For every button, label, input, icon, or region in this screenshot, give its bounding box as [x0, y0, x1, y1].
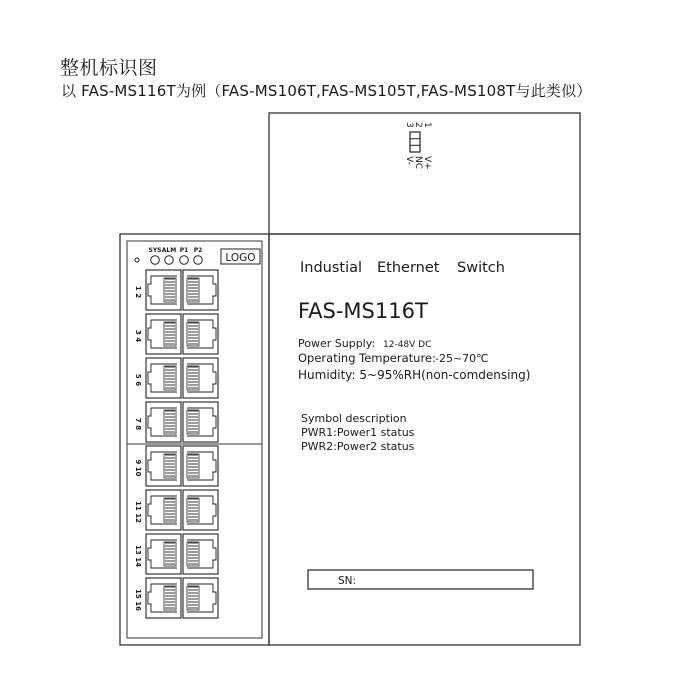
rj45-port [146, 578, 181, 618]
led-p1 [180, 256, 189, 265]
rj45-port [183, 446, 218, 486]
logo-text: LOGO [225, 252, 256, 264]
rj45-port [146, 534, 181, 574]
rj45-port [146, 270, 181, 310]
power-supply-value: 12-48V DC [383, 340, 432, 350]
rj45-port [183, 314, 218, 354]
terminal-block [404, 122, 432, 170]
operating-temp-value: -25~70℃ [435, 352, 489, 365]
rj45-port [183, 578, 218, 618]
reset-hole [135, 258, 139, 262]
operating-temp-key: Operating Temperature: [298, 351, 436, 365]
led-label-alm: ALM [161, 247, 177, 254]
terminal-pin-2: 2 [413, 122, 423, 128]
port-label-row-8: 15 16 [134, 589, 142, 611]
port-label-row-3: 5 6 [134, 373, 142, 387]
terminal-pin-3: 3 [404, 122, 414, 128]
led-p2 [194, 256, 203, 265]
pwr1-description: PWR1:Power1 status [301, 426, 415, 439]
port-label-row-4: 7 8 [134, 417, 142, 431]
symbol-description-title: Symbol description [301, 412, 407, 425]
page-subtitle: 以 FAS-MS116T为例（FAS-MS106T,FAS-MS105T,FAS-MS108T与此类似） [61, 82, 592, 100]
led-label-p1: P1 [179, 247, 189, 254]
rj45-port [146, 490, 181, 530]
top-unit-body [269, 113, 580, 234]
rj45-port [183, 534, 218, 574]
rj45-port [146, 314, 181, 354]
rj45-port [146, 446, 181, 486]
led-label-p2: P2 [193, 247, 203, 254]
port-label-row-2: 3 4 [134, 329, 142, 343]
terminal-label-vminus: V- [404, 156, 414, 165]
port-label-row-7: 13 14 [134, 545, 142, 567]
page-title: 整机标识图 [60, 57, 158, 79]
sn-label: SN: [338, 575, 357, 587]
rj45-port [183, 358, 218, 398]
terminal-label-vplus: V+ [422, 156, 432, 170]
label-heading-ethernet: Ethernet [377, 260, 440, 276]
model-name: FAS-MS116T [298, 299, 428, 323]
rj45-port [146, 402, 181, 442]
pwr2-description: PWR2:Power2 status [301, 440, 415, 453]
port-label-row-6: 11 12 [134, 501, 142, 523]
label-heading-industial: Industial [300, 260, 363, 276]
port-label-row-1: 1 2 [134, 285, 142, 299]
power-supply-key: Power Supply: [298, 337, 376, 350]
led-sys [151, 256, 160, 265]
rj45-port [183, 270, 218, 310]
terminal-pin-1: 1 [422, 122, 432, 128]
rj45-port [183, 490, 218, 530]
rj45-port [146, 358, 181, 398]
led-label-sys: SYS [148, 247, 162, 254]
led-alm [165, 256, 174, 265]
terminal-label-nc: NC [413, 156, 423, 170]
label-heading-switch: Switch [457, 260, 505, 276]
humidity-text: Humidity: 5~95%RH(non-comdensing) [298, 368, 531, 382]
rj45-port [183, 402, 218, 442]
terminal-block-outline [410, 132, 420, 152]
port-label-row-5: 9 10 [134, 459, 142, 477]
